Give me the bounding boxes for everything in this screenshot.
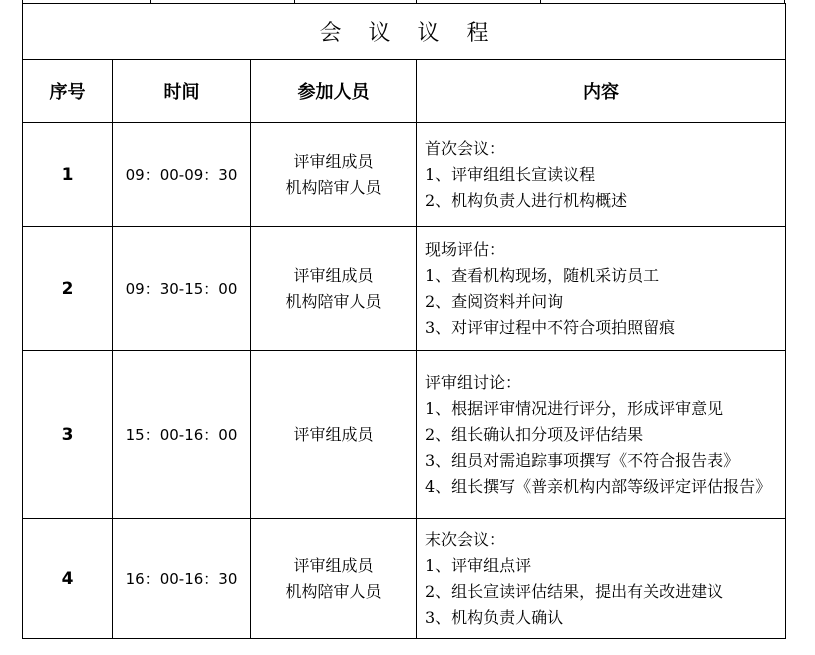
header-participants: 参加人员 (251, 60, 417, 123)
agenda-title: 会 议 议 程 (23, 4, 786, 60)
content-line: 2、查阅资料并问询 (425, 291, 564, 311)
content-cell (417, 519, 786, 639)
participants-cell (251, 351, 417, 519)
header-row (23, 60, 786, 123)
header-seq: 序号 (23, 60, 113, 123)
content-line: 1、根据评审情况进行评分，形成评审意见 (425, 398, 724, 418)
content-line: 2、组长宣读评估结果，提出有关改进建议 (425, 581, 724, 601)
content-cell (417, 123, 786, 227)
content-line: 首次会议： (425, 138, 506, 158)
seq-cell: 2 (23, 227, 113, 351)
seq-cell: 1 (23, 123, 113, 227)
time-cell: 09：30-15：00 (113, 227, 251, 351)
content-line: 末次会议： (425, 529, 506, 549)
content-line: 2、组长确认扣分项及评估结果 (425, 424, 644, 444)
participants-cell (251, 123, 417, 227)
participant-line: 评审组成员 (293, 265, 374, 285)
time-cell: 15：00-16：00 (113, 351, 251, 519)
table-row (23, 123, 786, 227)
content-line: 1、评审组点评 (425, 555, 532, 575)
content-line: 1、查看机构现场，随机采访员工 (425, 265, 660, 285)
time-cell: 09：00-09：30 (113, 123, 251, 227)
participant-line: 评审组成员 (293, 151, 374, 171)
content-line: 2、机构负责人进行机构概述 (425, 190, 628, 210)
header-time: 时间 (113, 60, 251, 123)
participants-cell (251, 519, 417, 639)
content-line: 评审组讨论： (425, 372, 522, 392)
content-line: 1、评审组组长宣读议程 (425, 164, 596, 184)
participant-line: 评审组成员 (293, 555, 374, 575)
participant-line: 评审组成员 (293, 424, 374, 444)
table-row (23, 227, 786, 351)
table-row (23, 519, 786, 639)
seq-cell: 4 (23, 519, 113, 639)
content-line: 现场评估： (425, 239, 506, 259)
content-line: 3、机构负责人确认 (425, 607, 564, 627)
time-cell: 16：00-16：30 (113, 519, 251, 639)
title-row (23, 4, 786, 60)
content-cell (417, 351, 786, 519)
header-content: 内容 (417, 60, 786, 123)
content-line: 3、对评审过程中不符合项拍照留痕 (425, 317, 676, 337)
agenda-table (22, 3, 786, 639)
participant-line: 机构陪审人员 (285, 291, 382, 311)
content-cell (417, 227, 786, 351)
content-line: 4、组长撰写《普亲机构内部等级评定评估报告》 (425, 476, 772, 496)
table-row (23, 351, 786, 519)
participant-line: 机构陪审人员 (285, 581, 382, 601)
seq-cell: 3 (23, 351, 113, 519)
participants-cell (251, 227, 417, 351)
participant-line: 机构陪审人员 (285, 177, 382, 197)
content-line: 3、组员对需追踪事项撰写《不符合报告表》 (425, 450, 740, 470)
